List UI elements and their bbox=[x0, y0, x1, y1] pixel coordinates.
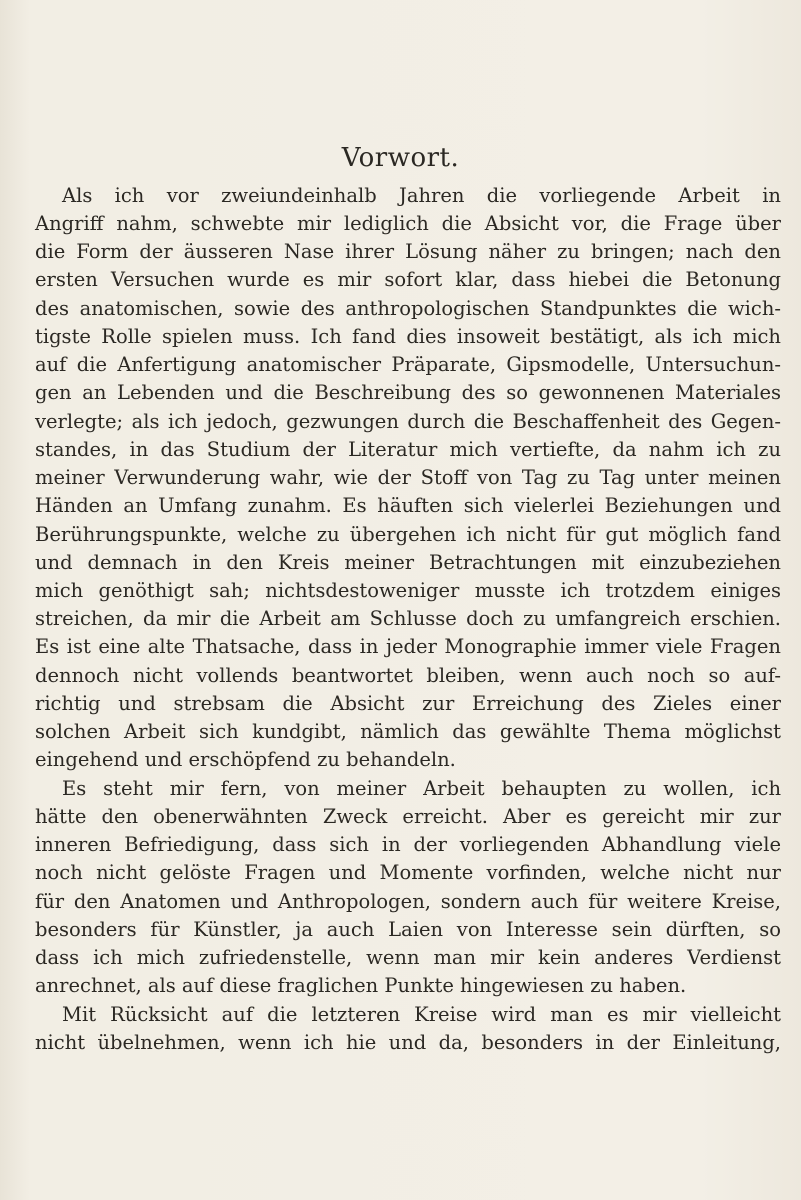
text-line: Es steht mir fern, von meiner Arbeit behaupten zu wollen, ich bbox=[62, 777, 781, 800]
text-line: dass ich mich zufriedenstelle, wenn man mir kein anderes Verdienst bbox=[35, 946, 781, 969]
text-line: inneren Befriedigung, dass sich in der vorliegenden Abhandlung viele bbox=[35, 833, 781, 856]
text-line: gen an Lebenden und die Beschreibung des so gewonnenen Materiales bbox=[35, 381, 781, 404]
text-line: hätte den obenerwähnten Zweck erreicht. Aber es gereicht mir zur bbox=[35, 805, 781, 828]
text-line: anrechnet, als auf diese fraglichen Punkte hingewiesen zu haben. bbox=[35, 974, 687, 997]
text-line: die Form der äusseren Nase ihrer Lösung näher zu bringen; nach den bbox=[35, 240, 781, 263]
text-line: mich genöthigt sah; nichtsdestoweniger musste ich trotzdem einiges bbox=[35, 579, 781, 602]
text-line: Mit Rücksicht auf die letzteren Kreise wird man es mir vielleicht bbox=[62, 1003, 781, 1026]
text-line: Es ist eine alte Thatsache, dass in jeder Monographie immer viele Fragen bbox=[35, 635, 781, 658]
text-line: des anatomischen, sowie des anthropologischen Standpunktes die wich- bbox=[35, 297, 781, 320]
text-line: besonders für Künstler, ja auch Laien von Interesse sein dürften, so bbox=[35, 918, 781, 941]
text-line: richtig und strebsam die Absicht zur Erreichung des Zieles einer bbox=[35, 692, 781, 715]
text-line: streichen, da mir die Arbeit am Schlusse doch zu umfangreich erschien. bbox=[35, 607, 781, 630]
text-line: eingehend und erschöpfend zu behandeln. bbox=[35, 748, 456, 771]
text-line: für den Anatomen und Anthropologen, sondern auch für weitere Kreise, bbox=[35, 890, 781, 913]
text-line: ersten Versuchen wurde es mir sofort klar, dass hiebei die Betonung bbox=[35, 268, 781, 291]
text-line: verlegte; als ich jedoch, gezwungen durch die Beschaffenheit des Gegen- bbox=[35, 410, 781, 433]
text-line: Händen an Umfang zunahm. Es häuften sich vielerlei Beziehungen und bbox=[35, 494, 781, 517]
text-line: Als ich vor zweiundeinhalb Jahren die vorliegende Arbeit in bbox=[62, 184, 781, 207]
text-line: auf die Anfertigung anatomischer Präparate, Gipsmodelle, Untersuchun- bbox=[35, 353, 781, 376]
text-line: noch nicht gelöste Fragen und Momente vorfinden, welche nicht nur bbox=[35, 861, 781, 884]
text-line: und demnach in den Kreis meiner Betrachtungen mit einzubeziehen bbox=[35, 551, 781, 574]
text-line: nicht übelnehmen, wenn ich hie und da, besonders in der Einleitung, bbox=[35, 1031, 781, 1054]
text-line: Berührungspunkte, welche zu übergehen ich nicht für gut möglich fand bbox=[35, 523, 781, 546]
text-line: solchen Arbeit sich kundgibt, nämlich das gewählte Thema möglichst bbox=[35, 720, 781, 743]
page-title: Vorwort. bbox=[341, 143, 460, 173]
text-line: meiner Verwunderung wahr, wie der Stoff von Tag zu Tag unter meinen bbox=[35, 466, 781, 489]
text-line: dennoch nicht vollends beantwortet bleiben, wenn auch noch so auf- bbox=[35, 664, 781, 687]
text-line: Angriff nahm, schwebte mir lediglich die Absicht vor, die Frage über bbox=[35, 212, 781, 235]
text-line: tigste Rolle spielen muss. Ich fand dies insoweit bestätigt, als ich mich bbox=[35, 325, 781, 348]
text-line: standes, in das Studium der Literatur mich vertiefte, da nahm ich zu bbox=[35, 438, 781, 461]
